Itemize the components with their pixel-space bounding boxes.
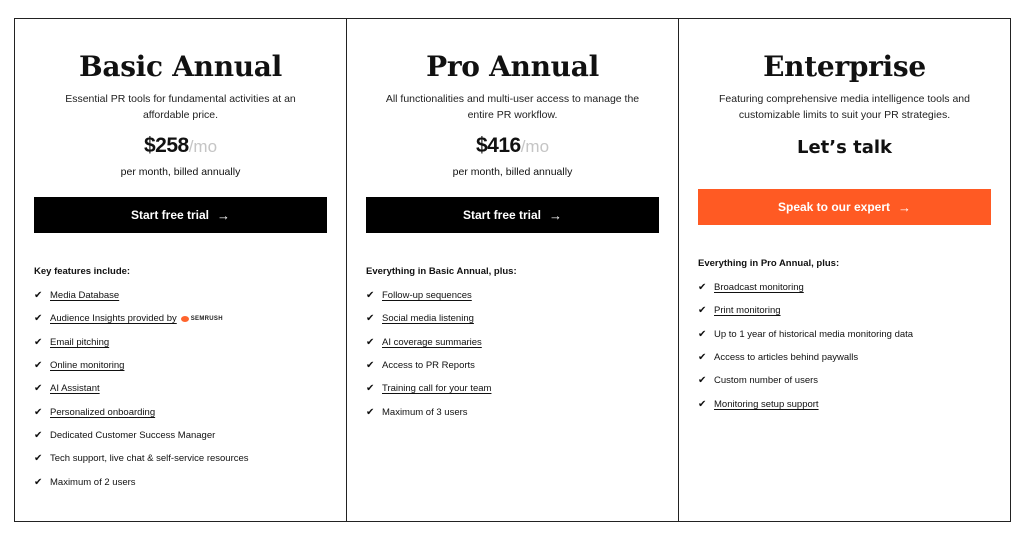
check-icon: ✔ (698, 305, 707, 317)
feature-text: Access to PR Reports (382, 360, 475, 372)
check-icon: ✔ (366, 406, 375, 418)
feature-text: Tech support, live chat & self-service resources (50, 453, 249, 465)
feature-text: Maximum of 3 users (382, 406, 468, 418)
price-period: /mo (188, 137, 218, 156)
plan-description: Essential PR tools for fundamental activities at an affordable price. (65, 93, 296, 121)
feature-link[interactable]: AI Assistant (50, 383, 100, 395)
list-item (34, 377, 327, 400)
list-item (34, 470, 327, 493)
feature-link[interactable]: Email pitching (50, 336, 110, 348)
list-item (34, 400, 327, 423)
check-icon: ✔ (698, 352, 707, 364)
price-amount: $416 (475, 134, 521, 157)
list-item (366, 400, 659, 423)
price-amount: $258 (143, 134, 189, 157)
feature-text: Access to articles behind paywalls (714, 352, 859, 364)
features-heading: Everything in Basic Annual, plus: (366, 266, 517, 277)
list-item (34, 354, 327, 377)
list-item (34, 424, 327, 447)
list-item (698, 346, 991, 369)
list-item (366, 307, 659, 330)
start-free-trial-button[interactable] (34, 197, 327, 233)
feature-link[interactable]: Personalized onboarding (50, 406, 156, 418)
check-icon: ✔ (34, 383, 43, 395)
lets-talk-heading: Let’s talk (797, 137, 892, 158)
plan-card-basic-annual (14, 19, 346, 521)
feature-text: Custom number of users (714, 375, 819, 387)
button-label: Speak to our expert (777, 200, 891, 214)
check-icon: ✔ (34, 313, 43, 325)
arrow-right-icon: → (217, 207, 231, 223)
check-icon: ✔ (34, 360, 43, 372)
feature-text: Maximum of 2 users (50, 476, 136, 488)
list-item (698, 276, 991, 299)
features-heading: Everything in Pro Annual, plus: (698, 258, 840, 269)
feature-list (34, 284, 327, 494)
billing-note: per month, billed annually (120, 166, 241, 178)
feature-link[interactable]: Print monitoring (714, 305, 781, 317)
list-item (698, 299, 991, 322)
arrow-right-icon: → (898, 199, 912, 215)
start-free-trial-button[interactable] (366, 197, 659, 233)
button-label: Start free trial (130, 208, 210, 222)
list-item (698, 323, 991, 346)
feature-list (366, 284, 659, 424)
button-label: Start free trial (462, 208, 542, 222)
feature-link[interactable]: Monitoring setup support (714, 398, 819, 410)
feature-link[interactable]: AI coverage summaries (382, 336, 482, 348)
list-item (34, 284, 327, 307)
list-item (34, 447, 327, 470)
check-icon: ✔ (34, 476, 43, 488)
plan-card-enterprise (678, 19, 1010, 521)
feature-link[interactable]: Broadcast monitoring (714, 282, 804, 294)
list-item (366, 284, 659, 307)
arrow-right-icon: → (549, 207, 563, 223)
plan-title: Basic Annual (79, 50, 282, 83)
list-item (34, 331, 327, 354)
check-icon: ✔ (366, 313, 375, 325)
list-item (34, 307, 327, 330)
check-icon: ✔ (366, 290, 375, 302)
feature-section (698, 258, 991, 416)
semrush-wordmark: SEMRUSH (190, 315, 223, 322)
feature-link[interactable]: Audience Insights provided by (50, 313, 177, 325)
list-item (698, 392, 991, 415)
check-icon: ✔ (698, 328, 707, 340)
plan-title: Pro Annual (426, 50, 599, 83)
plan-title: Enterprise (763, 50, 926, 83)
price (366, 133, 659, 159)
list-item (698, 369, 991, 392)
feature-section (366, 266, 659, 424)
check-icon: ✔ (366, 360, 375, 372)
semrush-logo (181, 316, 223, 322)
list-item (366, 354, 659, 377)
plan-description: All functionalities and multi-user access to manage the entire PR workflow. (385, 93, 640, 121)
check-icon: ✔ (34, 290, 43, 302)
check-icon: ✔ (698, 398, 707, 410)
feature-section (34, 266, 327, 494)
feature-link[interactable]: Social media listening (382, 313, 474, 325)
list-item (366, 377, 659, 400)
list-item (366, 331, 659, 354)
feature-text: Up to 1 year of historical media monitoring data (714, 328, 914, 340)
check-icon: ✔ (34, 429, 43, 441)
pricing-plans (14, 18, 1011, 522)
plan-card-pro-annual (346, 19, 678, 521)
check-icon: ✔ (698, 282, 707, 294)
check-icon: ✔ (366, 383, 375, 395)
feature-link[interactable]: Follow-up sequences (382, 290, 472, 302)
billing-note: per month, billed annually (452, 166, 573, 178)
feature-text: Dedicated Customer Success Manager (50, 429, 216, 441)
plan-description: Featuring comprehensive media intelligence tools and customizable limits to suit your PR strategies. (719, 93, 970, 121)
features-heading: Key features include: (34, 266, 131, 277)
feature-link[interactable]: Training call for your team (382, 383, 492, 395)
semrush-logo-mark (181, 316, 189, 322)
check-icon: ✔ (34, 453, 43, 465)
check-icon: ✔ (698, 375, 707, 387)
price-period: /mo (520, 137, 550, 156)
price (34, 133, 327, 159)
feature-link[interactable]: Media Database (50, 290, 120, 302)
check-icon: ✔ (34, 406, 43, 418)
feature-link[interactable]: Online monitoring (50, 360, 125, 372)
check-icon: ✔ (34, 336, 43, 348)
feature-list (698, 276, 991, 416)
speak-to-expert-button[interactable] (698, 189, 991, 225)
check-icon: ✔ (366, 336, 375, 348)
